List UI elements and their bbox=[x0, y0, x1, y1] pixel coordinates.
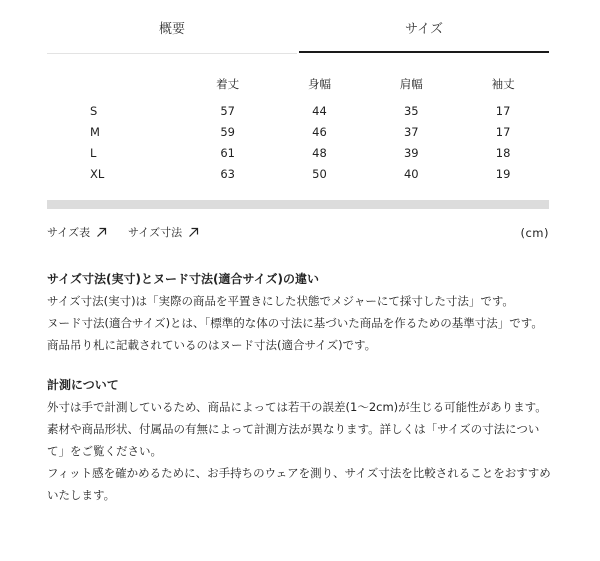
tab-overview[interactable]: 概要 bbox=[158, 21, 185, 37]
table-cell: 19 bbox=[495, 166, 511, 181]
table-cell: 63 bbox=[220, 166, 235, 181]
size-label: L bbox=[90, 145, 97, 160]
active-tab-indicator bbox=[299, 51, 549, 53]
table-cell: 46 bbox=[312, 124, 327, 139]
table-header-cell: 肩幅 bbox=[399, 76, 423, 91]
notes-heading-difference: サイズ寸法(実寸)とヌード寸法(適合サイズ)の違い bbox=[47, 272, 320, 286]
size-label: S bbox=[90, 103, 98, 118]
links-row bbox=[47, 224, 549, 244]
tab-size[interactable]: サイズ bbox=[405, 21, 443, 37]
notes-paragraph: 商品吊り札に記載されているのはヌード寸法(適合サイズ)です。 bbox=[47, 338, 377, 352]
table-cell: 17 bbox=[495, 103, 511, 118]
unit-label: (cm) bbox=[520, 226, 549, 240]
table-cell: 40 bbox=[403, 166, 419, 181]
tab-bar bbox=[47, 0, 549, 54]
table-header-cell: 袖丈 bbox=[491, 76, 515, 91]
notes-paragraph: ヌード寸法(適合サイズ)とは、「標準的な体の寸法に基づいた商品を作るための基準寸法」です。 bbox=[47, 316, 543, 330]
table-header-cell: 身幅 bbox=[307, 76, 331, 91]
notes-paragraph: 素材や商品形状、付属品の有無によって計測方法が異なります。詳しくは「サイズの寸法について」をご覧ください。 bbox=[47, 422, 540, 458]
size-measure-link-label: サイズ寸法 bbox=[128, 226, 183, 239]
table-cell: 57 bbox=[220, 103, 235, 118]
table-header-cell: 着丈 bbox=[216, 76, 240, 91]
horizontal-scrollbar[interactable] bbox=[47, 200, 549, 209]
notes-heading-measurement: 計測について bbox=[47, 378, 119, 392]
table-cell: 37 bbox=[403, 124, 419, 139]
size-measure-link[interactable] bbox=[128, 224, 199, 240]
table-row bbox=[47, 163, 549, 184]
tab-divider bbox=[47, 53, 297, 54]
table-cell: 39 bbox=[403, 145, 419, 160]
table-cell: 18 bbox=[495, 145, 511, 160]
table-cell: 59 bbox=[220, 124, 235, 139]
table-row bbox=[47, 100, 549, 121]
table-cell: 17 bbox=[495, 124, 511, 139]
notes-paragraph: フィット感を確かめるために、お手持ちのウェアを測り、サイズ寸法を比較されることをおすすめいたします。 bbox=[47, 466, 551, 502]
size-notes bbox=[47, 268, 552, 506]
table-header-row bbox=[47, 73, 549, 94]
table-row bbox=[47, 121, 549, 142]
notes-paragraph: 外寸は手で計測しているため、商品によっては若干の誤差(1〜2cm)が生じる可能性があります。 bbox=[47, 400, 547, 414]
table-cell: 44 bbox=[312, 103, 327, 118]
table-cell: 61 bbox=[220, 145, 235, 160]
table-cell: 50 bbox=[312, 166, 327, 181]
size-label: XL bbox=[90, 166, 105, 181]
table-cell: 35 bbox=[403, 103, 419, 118]
table-header-cell bbox=[47, 73, 182, 94]
table-cell: 48 bbox=[312, 145, 327, 160]
size-table bbox=[47, 73, 549, 184]
table-row bbox=[47, 142, 549, 163]
external-arrow-icon bbox=[96, 227, 107, 238]
size-label: M bbox=[90, 124, 100, 139]
notes-paragraph: サイズ寸法(実寸)は「実際の商品を平置きにした状態でメジャーにて採寸した寸法」です。 bbox=[47, 294, 514, 308]
size-chart-link-label: サイズ表 bbox=[47, 226, 91, 239]
size-chart-link[interactable] bbox=[47, 224, 107, 240]
external-arrow-icon bbox=[188, 227, 199, 238]
